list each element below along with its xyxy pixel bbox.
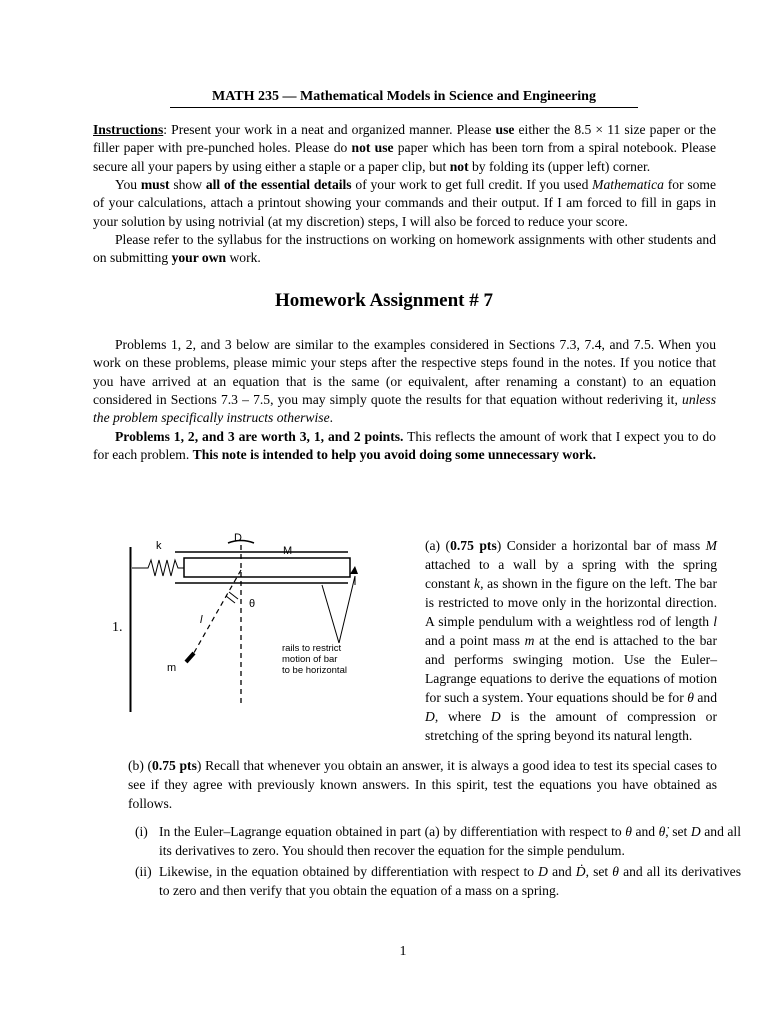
course-title: MATH 235 — Mathematical Models in Science and Engineering [170, 88, 638, 108]
angle-label: θ [249, 598, 256, 610]
assignment-title: Homework Assignment # 7 [275, 290, 493, 311]
displacement-label: D [234, 532, 242, 544]
part-a-text: (a) (0.75 pts) Consider a horizontal bar of mass M attached to a wall by a spring with the spring constant k, as shown in the figure on the left. The bar is restricted to move only in the horizontal direction. A simple pendulum with a weightless rod of length l and a point mass m at the end is attached to the bar and performs swinging motion. Use the Euler–Lagrange equations to derive the equations of motion for such a system. Your equations should be for θ and D, where D is the amount of compression or stretching of the spring beyond its natural length. [425, 538, 717, 743]
part-ii-label: (ii) [135, 864, 152, 879]
syllabus-paragraph: Please refer to the syllabus for the instructions on working on homework assignments with other students and on submitting your own work. [93, 232, 716, 266]
point-mass-label: m [167, 662, 177, 674]
rails-note-line-1: rails to restrict [282, 643, 342, 654]
part-ii-text: (ii) Likewise, in the equation obtained by differentiation with respect to D and Ḋ, set θ and all its derivatives to zero and then verify that you obtain the equation of a mass on a spring. [135, 864, 742, 898]
problem-number: 1. [112, 620, 123, 635]
spring [132, 560, 184, 576]
rails-note-line-3: to be horizontal [282, 665, 347, 676]
instructions-paragraph: Instructions: Present your work in a neat and organized manner. Please use either the 8.5 × 11 size paper or the filler paper with pre-punched holes. Please do not use paper which has been torn from a spiral notebook. Please secure all your papers by using either a staple or a paper clip, but not by folding its (upper left) corner. [93, 122, 717, 174]
page-number: 1 [399, 944, 407, 959]
part-i-label: (i) [135, 824, 148, 839]
part-i-text: (i) In the Euler–Lagrange equation obtained in part (a) by differentiation with respect to θ and θ̇, set D and all its derivatives to zero. You should then recover the equation for the simple pendulum. [135, 824, 741, 858]
pendulum-figure [120, 525, 420, 720]
essential-details-paragraph: You must show all of the essential details of your work to get full credit. If you used Mathematica for some of your calculations, attach a printout showing your commands and their output. If I am forced to fill in gaps in your solution by using notrivial (at my discretion) steps, I will also be forced to reduce your score. [93, 177, 717, 229]
point-mass [186, 653, 194, 662]
worth-paragraph: Problems 1, 2, and 3 are worth 3, 1, and 2 points. This reflects the amount of work that I expect you to do for each problem. This note is intended to help you avoid doing some unnecessary work. [93, 429, 716, 463]
bar-mass-label: M [283, 545, 293, 557]
intro-paragraph: Problems 1, 2, and 3 below are similar to the examples considered in Sections 7.3, 7.4, and 7.5. When you work on these problems, please mimic your steps after the respective steps found in the notes. If you notice that you have arrived at an equation that is the same (or equivalent, after renaming a constant) to an equation considered in Sections 7.3 – 7.5, you may simply quote the results for that equation without rederiving it, unless the problem specifically instructs otherwise. [93, 337, 716, 426]
rod-length-label: l [200, 614, 203, 626]
rails-pointer [322, 585, 339, 643]
spring-constant-label: k [156, 540, 162, 552]
instructions-label: Instructions [93, 122, 164, 137]
part-b-text: (b) (0.75 pts) Recall that whenever you obtain an answer, it is always a good idea to test its special cases to see if they agree with previously known answers. In this spirit, test the equations you have obtained as follows. [128, 758, 717, 811]
bar [184, 558, 350, 577]
rails-note-line-2: motion of bar [282, 654, 338, 665]
